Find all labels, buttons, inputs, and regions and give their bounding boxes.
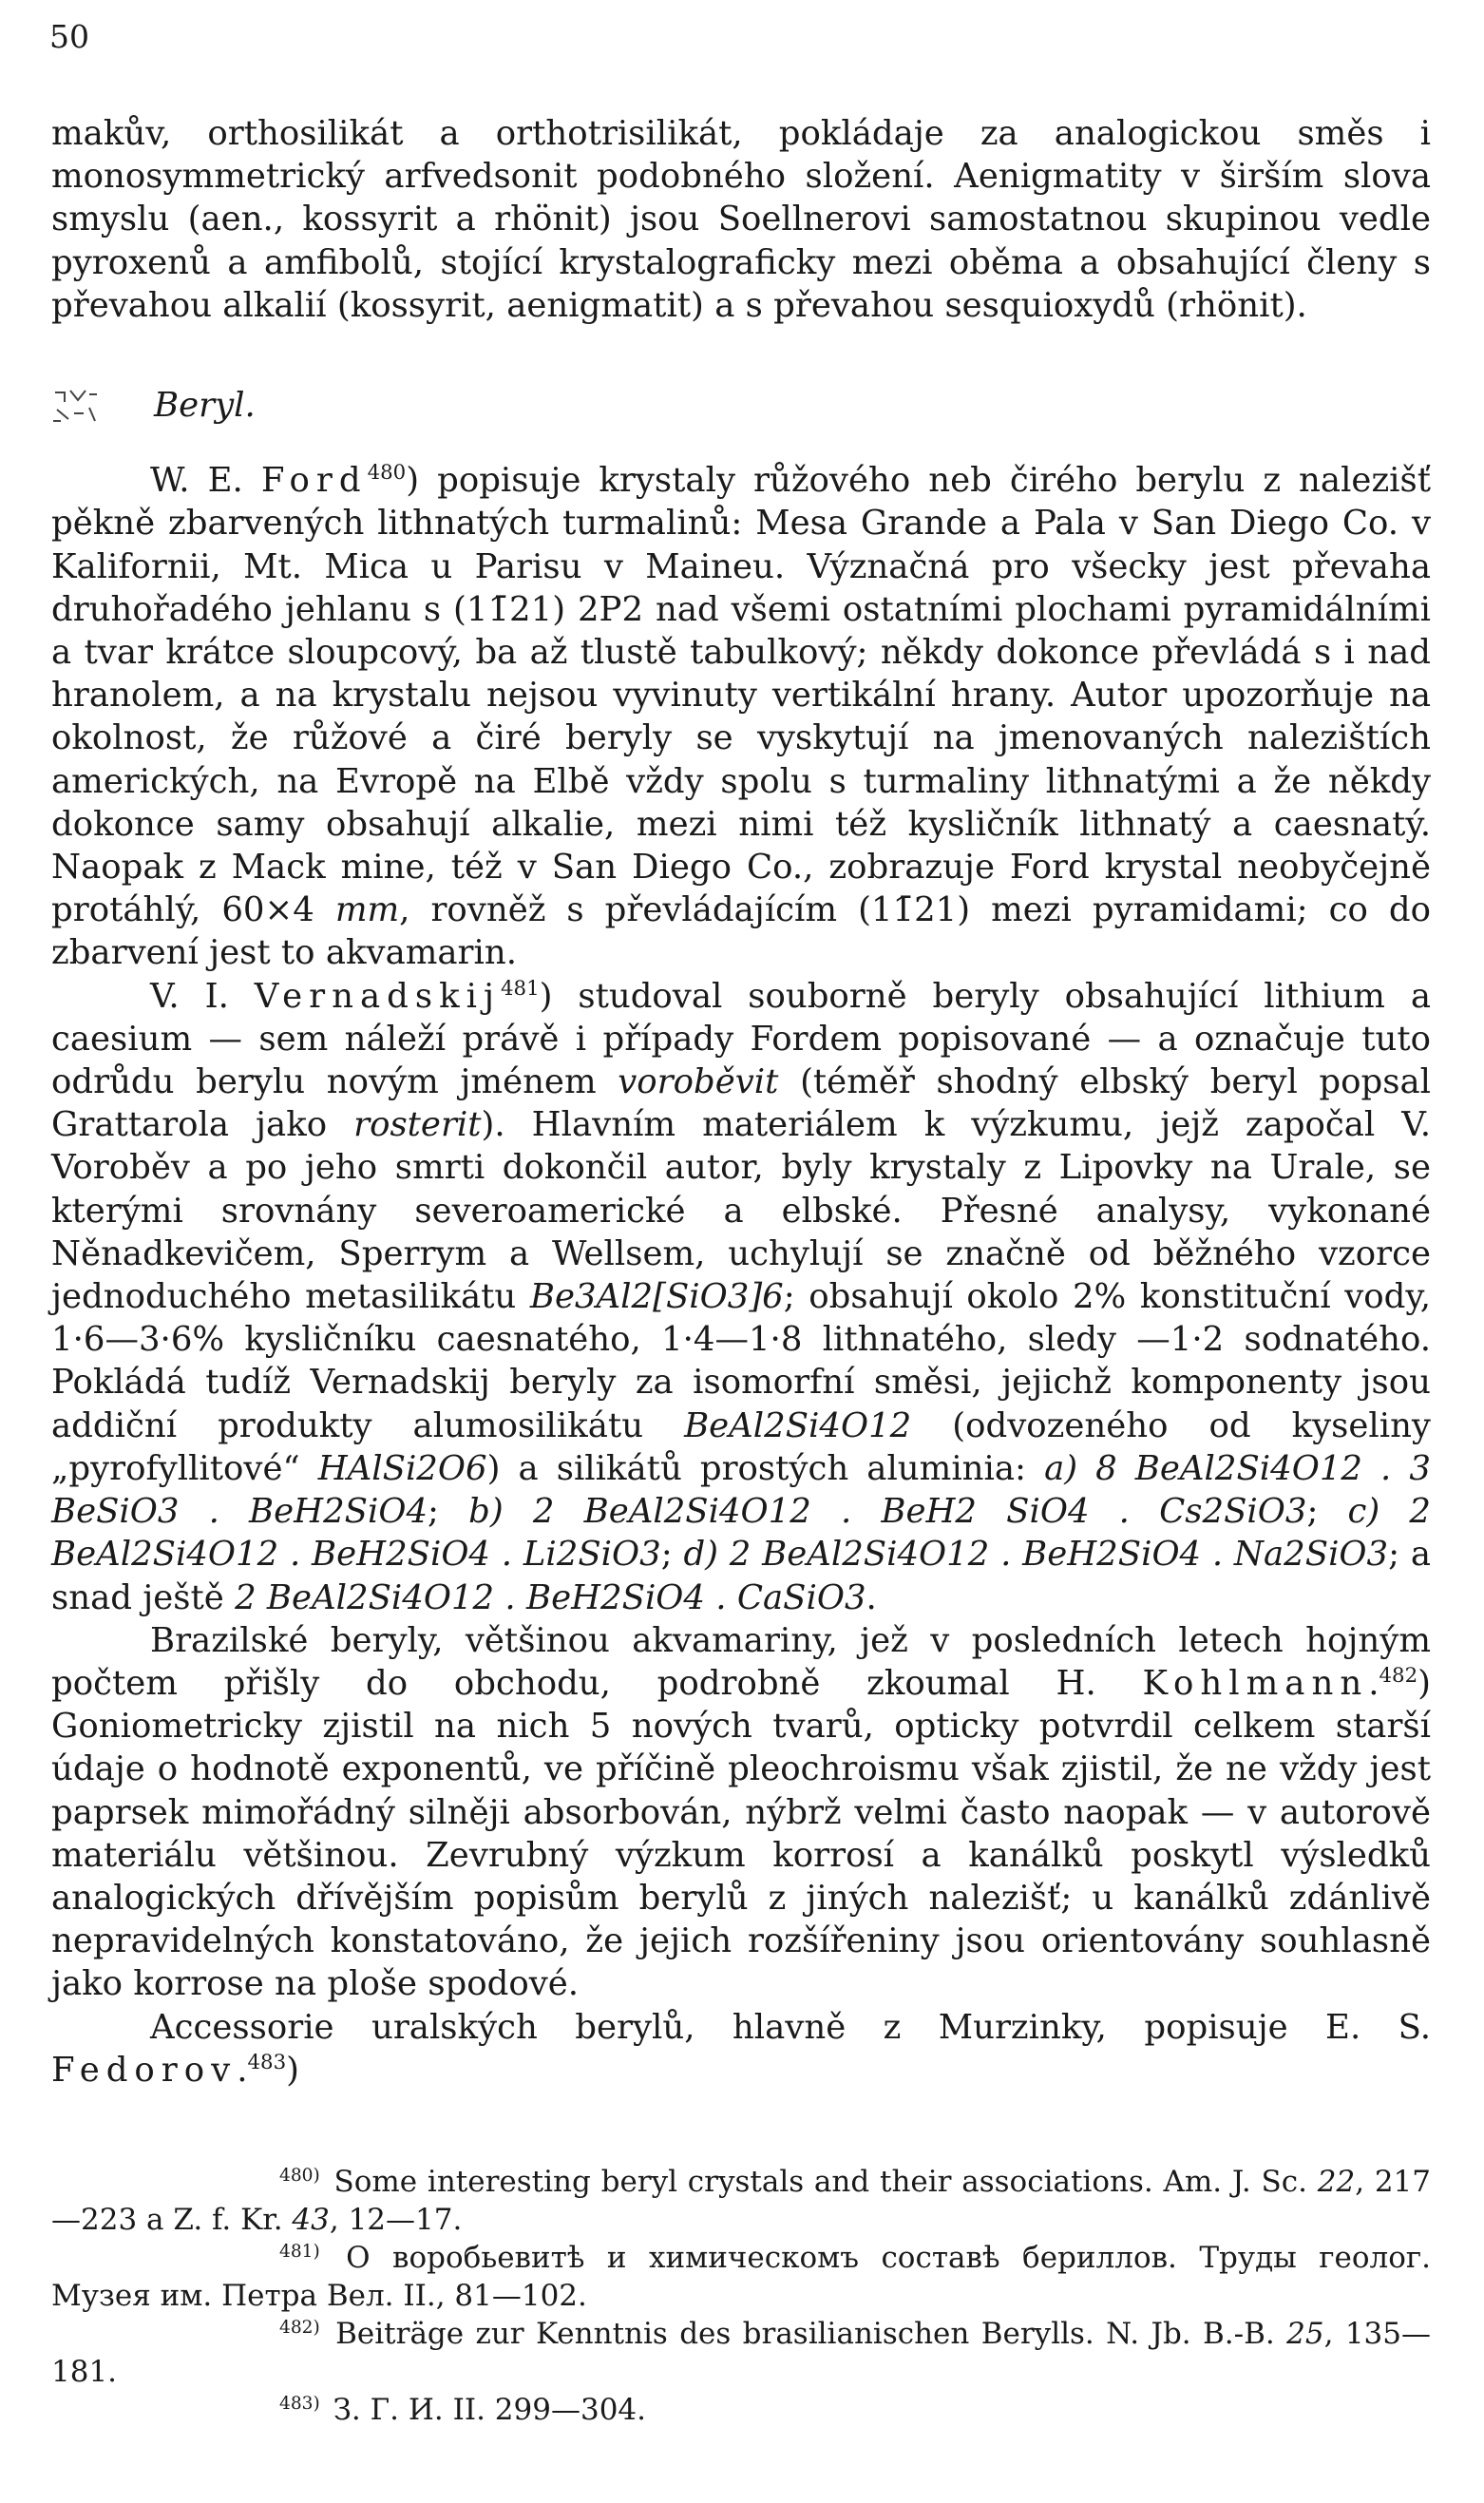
author-fedorov: Fedorov bbox=[51, 2050, 238, 2090]
footnote-text: З. Г. И. II. 299—304. bbox=[323, 2393, 646, 2427]
heading-title: Beryl. bbox=[154, 386, 256, 426]
footnote-text-rest: , 135—181. bbox=[51, 2317, 1431, 2389]
vernadskij-text-2: (téměř shodný elbský beryl popsal Grattarola jako bbox=[51, 1062, 1431, 1145]
vernadskij-lead: V. I. bbox=[150, 976, 255, 1016]
footnotes bbox=[51, 2163, 1431, 2429]
body-text bbox=[51, 112, 1431, 2092]
ford-text-end: , rovněž s převládajícím (11̄21) mezi pyramidami; co do zbarvení jest to akvamarin. bbox=[51, 890, 1431, 973]
footnote-480: $^{480)}$ Some interesting beryl crystals and their associations. Am. J. Sc. 22, 217—223 a Z. f. Kr. 43, 12—17. bbox=[51, 2165, 1431, 2237]
formula-kyselina: HAlSi2O6 bbox=[317, 1448, 487, 1488]
term-rosterit: rosterit bbox=[353, 1105, 482, 1145]
kohlmann-text-2: ) Goniometricky zjistil na nich 5 nových tvarů, opticky potvrdil celkem starší údaje o hodnotě exponentů, ve příčině pleochroismu však zjistil, že ne vždy jest paprsek mimořádný silněji absorbován, nýbrž velmi často naopak — v autorově materiálu většinou. Zevrubný výzkum korrosí a kanálků poskytl výsledků analogických dřívějším popisům berylů z jiných nalezišť; u kanálků zdánlivě nepravidelných konstatováno, že jejich rozšířeniny jsou orientovány souhlasně jako korrose na ploše spodové. bbox=[51, 1663, 1431, 2004]
footnote-volume: 22 bbox=[1317, 2165, 1356, 2199]
footnote-482: $^{482)}$ Beiträge zur Kenntnis des brasilianischen Berylls. N. Jb. B.-B. 25, 135—181. bbox=[51, 2317, 1431, 2389]
formula-d: d) 2 BeAl2Si4O12 . BeH2SiO4 . Na2SiO3 bbox=[683, 1535, 1389, 1575]
vernadskij-text-6: ) a silikátů prostých aluminia: bbox=[486, 1448, 1045, 1488]
vernadskij-text-5: (odvozeného od kyseliny „pyrofyllitové“ bbox=[51, 1405, 1431, 1488]
footnote-text-rest: , 217—223 a Z. f. Kr. bbox=[51, 2165, 1431, 2237]
footnote-text-rest-2: , 12—17. bbox=[329, 2203, 463, 2237]
formula-b: b) 2 BeAl2Si4O12 . BeH2 SiO4 . Cs2SiO3 bbox=[468, 1492, 1307, 1532]
formula-alumosilikat: BeAl2Si4O12 bbox=[684, 1405, 912, 1445]
formula-c: c) 2 BeAl2Si4O12 . BeH2SiO4 . Li2SiO3 bbox=[51, 1492, 1432, 1575]
footnote-volume: 25 bbox=[1286, 2317, 1324, 2351]
footnote-ref-483: 483 bbox=[247, 2050, 287, 2074]
unit-mm: mm bbox=[334, 890, 400, 930]
author-kohlmann: Kohlmann bbox=[1142, 1663, 1369, 1703]
footnote-volume-2: 43 bbox=[292, 2203, 330, 2237]
footnote-ref-482: 482 bbox=[1379, 1664, 1418, 1689]
footnote-text: О воробьевитѣ и химическомъ составѣ бериллов. Труды геолог. Музея им. Петра Вел. II., 81—102. bbox=[51, 2241, 1431, 2313]
ford-lead: W. E. bbox=[150, 461, 261, 501]
author-vernadskij: Vernadskij bbox=[254, 976, 501, 1016]
paragraph-ford bbox=[51, 459, 1431, 974]
formula-metasilikat: Be3Al2[SiO3]6 bbox=[529, 1277, 784, 1317]
section-heading bbox=[51, 384, 1431, 427]
footnote-481: $^{481)}$ О воробьевитѣ и химическомъ составѣ бериллов. Труды геолог. Музея им. Петра Вел. II., 81—102. bbox=[51, 2241, 1431, 2313]
paragraph-vernadskij: V. I. Vernadskij$^{481}$) studoval souborně beryly obsahující lithium a caesium — sem náleží právě i případy Fordem popisované — a označuje tuto odrůdu berylu novým jménem voroběvit (téměř shodný elbský beryl popsal Grattarola jako rosterit). Hlavním materiálem k výzkumu, jejž započal V. Voroběv a po jeho smrti dokončil autor, byly krystaly z Lipovky na Urale, se kterými srovnány severoamerické a elbské. Přesné analysy, vykonané Něnadkevičem, Sperrym a Wellsem, uchylují se značně od běžného vzorce jednoduchého metasilikátu Be3Al2[SiO3]6; obsahují okolo 2% konstituční vody, 1·6—3·6% kysličníku caesnatého, 1·4—1·8 lithnatého, sledy —1·2 sodnatého. Pokládá tudíž Vernadskij beryly za isomorfní směsi, jejichž komponenty jsou addiční produkty alumosilikátu BeAl2Si4O12 (odvozeného od kyseliny „pyrofyllitové“ HAlSi2O6) a silikátů prostých aluminia: a) 8 BeAl2Si4O12 . 3 BeSiO3 . BeH2SiO4; b) 2 BeAl2Si4O12 . BeH2 SiO4 . Cs2SiO3; c) 2 BeAl2Si4O12 . BeH2SiO4 . Li2SiO3; d) 2 BeAl2Si4O12 . BeH2SiO4 . Na2SiO3; a snad ještě 2 BeAl2Si4O12 . BeH2SiO4 . CaSiO3. bbox=[51, 976, 1432, 1617]
fedorov-text-2: ) bbox=[286, 2050, 300, 2090]
formula-e: 2 BeAl2Si4O12 . BeH2SiO4 . CaSiO3 bbox=[235, 1577, 866, 1617]
vernadskij-text-3: ). Hlavním materiálem k výzkumu, jejž započal V. Voroběv a po jeho smrti dokončil autor, byly krystaly z Lipovky na Urale, se kterými srovnány severoamerické a elbské. Přesné analysy, vykonané Něnadkevičem, Sperrym a Wellsem, uchylují se značně od běžného vzorce jednoduchého metasilikátu bbox=[51, 1105, 1431, 1317]
term-vorobevit: voroběvit bbox=[618, 1062, 779, 1102]
vernadskij-text-4: ; obsahují okolo 2% konstituční vody, 1·6—3·6% kysličníku caesnatého, 1·4—1·8 lithnatého, sledy —1·2 sodnatého. Pokládá tudíž Vernadskij beryly za isomorfní směsi, jejichž komponenty jsou addiční produkty alumosilikátu bbox=[51, 1277, 1431, 1445]
footnote-text: Some interesting beryl crystals and their associations. Am. J. Sc. bbox=[323, 2165, 1318, 2199]
ford-text: ) popisuje krystaly růžového neb čirého berylu z nalezišť pěkně zbarvených lithnatých turmalinů: Mesa Grande a Pala v San Diego Co. v Kalifornii, Mt. Mica u Parisu v Maineu. Význačná pro všecky jest převaha druhořadého jehlanu s (11̄21) 2P2 nad všemi ostatními plochami pyramidálními a tvar krátce sloupcový, ba až tlustě tabulkový; někdy dokonce převládá s i nad hranolem, a na krystalu nejsou vyvinuty vertikální hrany. Autor upozorňuje na okolnost, že růžové a čiré beryly se vyskytují na jmenovaných nalezištích amerických, na Evropě na Elbě vždy spolu s turmaliny lithnatými a že někdy dokonce samy obsahují alkalie, mezi nimi též kysličník lithnatý a caesnatý. Naopak z Mack mine, též v San Diego Co., zobrazuje Ford krystal neobyčejně protáhlý, 60×4 bbox=[51, 461, 1431, 930]
footnote-ref-481: 481 bbox=[500, 976, 540, 1001]
paragraph-intro: makův, orthosilikát a orthotrisilikát, pokládaje za analogickou směs i monosymmetrický arfvedsonit podobného složení. Aenigmatity v širším slova smyslu (aen., kossyrit a rhönit) jsou Soellnerovi samostatnou skupinou vedle pyroxenů a amfibolů, stojící krystalograficky mezi oběma a obsahující členy s převahou alkalií (kossyrit, aenigmatit) a s převahou sesquioxydů (rhönit). bbox=[51, 114, 1431, 325]
author-ford: Ford bbox=[260, 461, 368, 501]
paragraph-fedorov: Accessorie uralských berylů, hlavně z Murzinky, popisuje E. S. Fedorov.$^{483}$) bbox=[51, 2007, 1431, 2090]
formula-a: a) 8 BeAl2Si4O12 . 3 BeSiO3 . BeH2SiO4 bbox=[51, 1448, 1431, 1532]
vernadskij-text-8: . bbox=[866, 1577, 877, 1617]
page-number: 50 bbox=[49, 18, 89, 55]
footnote-text: Beiträge zur Kenntnis des brasilianischen Berylls. N. Jb. B.-B. bbox=[323, 2317, 1287, 2351]
ornament-icon bbox=[51, 387, 101, 425]
footnote-ref-480: 480 bbox=[367, 461, 407, 486]
paragraph-kohlmann: Brazilské beryly, většinou akvamariny, jež v posledních letech hojným počtem přišly do obchodu, podrobně zkoumal H. Kohlmann.$^{482}$) Goniometricky zjistil na nich 5 nových tvarů, opticky potvrdil celkem starší údaje o hodnotě exponentů, ve příčině pleochroismu však zjistil, že ne vždy jest paprsek mimořádný silněji absorbován, nýbrž velmi často naopak — v autorově materiálu většinou. Zevrubný výzkum korrosí a kanálků poskytl výsledků analogických dřívějším popisům berylů z jiných nalezišť; u kanálků zdánlivě nepravidelných konstatováno, že jejich rozšířeniny jsou orientovány souhlasně jako korrose na ploše spodové. bbox=[51, 1620, 1431, 2004]
footnote-483: $^{483)}$ З. Г. И. II. 299—304. bbox=[279, 2393, 646, 2427]
vernadskij-text-7: ; a snad ještě bbox=[51, 1535, 1431, 1617]
vernadskij-text-1: ) studoval souborně beryly obsahující lithium a caesium — sem náleží právě i případy Fordem popisované — a označuje tuto odrůdu berylu novým jménem bbox=[51, 976, 1432, 1102]
kohlmann-text-1: Brazilské beryly, většinou akvamariny, jež v posledních letech hojným počtem přišly do obchodu, podrobně zkoumal H. bbox=[51, 1620, 1431, 1703]
fedorov-text-1: Accessorie uralských berylů, hlavně z Murzinky, popisuje E. S. bbox=[150, 2007, 1431, 2047]
